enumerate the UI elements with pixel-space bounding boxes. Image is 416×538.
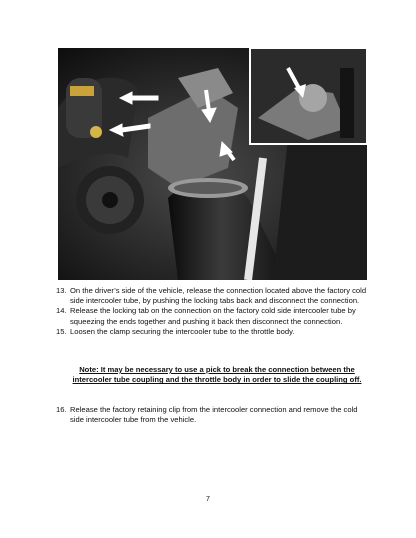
step-number: 16. xyxy=(56,405,67,414)
instruction-steps-continued xyxy=(56,405,372,425)
step-text: On the driver’s side of the vehicle, release the connection located above the factory cold side intercooler tube, by pushing the locking tabs back and disconnect the connection. xyxy=(70,286,367,306)
step-16 xyxy=(56,405,372,425)
step-number: 13. xyxy=(56,286,67,295)
instruction-steps xyxy=(56,286,372,337)
step-15 xyxy=(56,327,372,337)
inset-detail xyxy=(250,48,367,144)
step-text: Loosen the clamp securing the intercooler tube to the throttle body. xyxy=(70,326,295,336)
note: Note: It may be necessary to use a pick to break the connection between the intercooler tube coupling and the throttle body in order to slide the coupling off. xyxy=(72,365,362,385)
step-text: Release the locking tab on the connection on the factory cold side intercooler tube by squeezing the ends together and pushing it back then disconnect the connection. xyxy=(70,306,356,326)
step-13 xyxy=(56,286,372,306)
engine-photo-illustration xyxy=(58,48,367,280)
engine-photo xyxy=(58,48,367,280)
step-number: 15. xyxy=(56,326,67,336)
step-14 xyxy=(56,306,372,326)
step-number: 14. xyxy=(56,306,67,316)
page-number: 7 xyxy=(206,496,210,503)
step-text: Release the factory retaining clip from the intercooler connection and remove the cold side intercooler tube from the vehicle. xyxy=(70,405,358,425)
